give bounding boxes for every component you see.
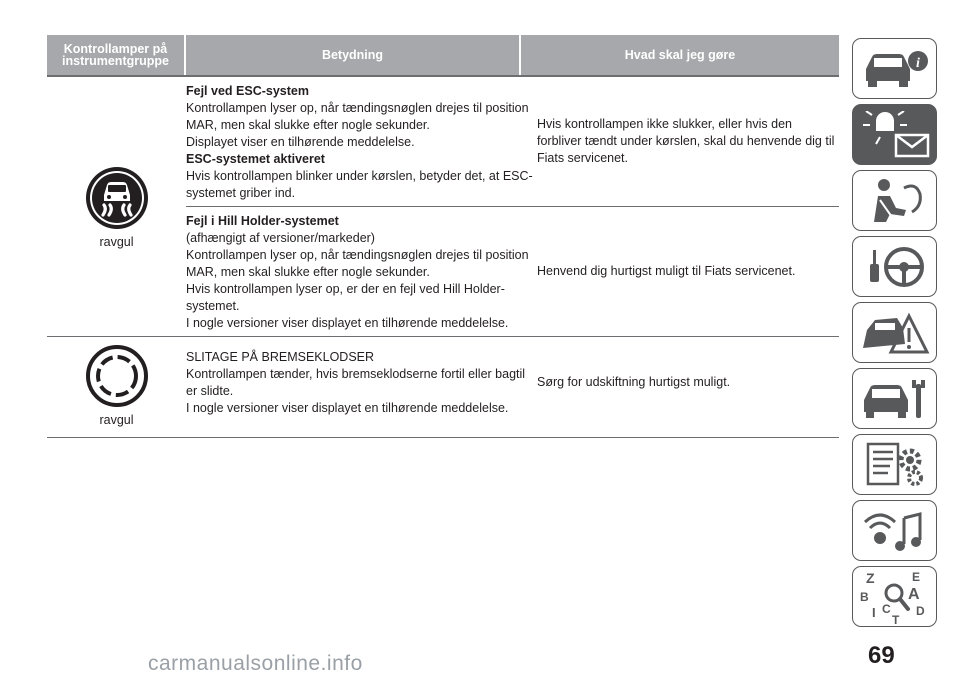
warning-light-envelope-icon: [858, 111, 932, 159]
action-cell: [537, 207, 839, 336]
meaning-line: Fejl ved ESC-system: [186, 84, 309, 98]
header-col-lamp: Kontrollamper på instrumentgruppe: [47, 35, 184, 75]
meaning-cell: [186, 343, 537, 421]
svg-text:i: i: [915, 55, 920, 71]
specs-gears-icon: [860, 440, 930, 490]
action-cell: [537, 343, 839, 421]
lamp-cell: [47, 343, 186, 427]
car-wrench-icon: [860, 376, 930, 422]
group-rows: [186, 77, 839, 336]
multimedia-note-icon: [860, 506, 930, 556]
index-letter: D: [915, 603, 925, 618]
tab-maintenance[interactable]: [852, 368, 937, 429]
meaning-line: ESC-systemet aktiveret: [186, 152, 325, 166]
meaning-line: Displayet viser en tilhørende meddelelse.: [186, 135, 415, 149]
car-crash-warning-icon: [859, 308, 931, 358]
meaning-line: Kontrollampen tænder, hvis bremseklodserne fortil eller bagtil er slidte.: [186, 367, 526, 398]
index-letter: E: [911, 569, 920, 584]
table-group-esc: [47, 77, 839, 336]
meaning-line: Kontrollampen lyser op, når tændingsnøglen drejes til position MAR, men skal slukke efter nogle sekunder.: [186, 248, 529, 279]
watermark-text: carmanualsonline.info: [148, 652, 363, 675]
meaning-line: I nogle versioner viser displayet en tilhørende meddelelse.: [186, 401, 509, 415]
meaning-line: (afhængigt af versioner/markeder): [186, 231, 375, 245]
meaning-line: Fejl i Hill Holder-systemet: [186, 214, 339, 228]
tab-warning-lights[interactable]: [852, 104, 937, 165]
tab-car-info[interactable]: [852, 38, 937, 99]
meaning-line: Kontrollampen lyser op, når tændingsnøglen drejes til position MAR, men skal slukke efter nogle sekunder.: [186, 101, 529, 132]
tab-emergency[interactable]: [852, 302, 937, 363]
lamp-cell: [47, 77, 186, 336]
warning-lights-table: [47, 35, 839, 438]
tab-multimedia[interactable]: [852, 500, 937, 561]
index-letter: Z: [865, 569, 875, 586]
index-letter: B: [859, 589, 869, 604]
meaning-line: I nogle versioner viser displayet en tilhørende meddelelse.: [186, 316, 509, 330]
action-text: Sørg for udskiftning hurtigst muligt.: [537, 374, 731, 389]
table-row: [186, 207, 839, 336]
header-col-meaning: Betydning: [186, 35, 519, 75]
table-row: [186, 77, 839, 206]
tab-starting-driving[interactable]: [852, 236, 937, 297]
table-header: [47, 35, 839, 75]
meaning-line: Hvis kontrollampen blinker under kørslen, betyder det, at ESC-systemet griber ind.: [186, 169, 533, 200]
esc-skid-icon: [84, 165, 150, 231]
seat-airbag-icon: [860, 176, 930, 226]
action-text: Henvend dig hurtigst muligt til Fiats servicenet.: [537, 264, 796, 278]
action-text: Hvis kontrollampen ikke slukker, eller hvis den forbliver tændt under kørslen, skal du henvende dig til Fiats servicenet.: [537, 117, 835, 165]
chapter-tabs: [852, 38, 939, 632]
tab-index[interactable]: [852, 566, 937, 627]
alphabet-index-icon: [858, 569, 932, 625]
car-info-icon: [860, 47, 930, 91]
table-row: [186, 343, 839, 421]
page-number: 69: [868, 642, 895, 669]
group-rows: [186, 343, 839, 427]
index-letter: I: [871, 604, 876, 620]
header-col-action: Hvad skal jeg gøre: [521, 35, 839, 75]
key-steering-wheel-icon: [860, 242, 930, 292]
meaning-cell: [186, 207, 537, 336]
lamp-color-label: ravgul: [99, 413, 134, 427]
meaning-cell: [186, 77, 537, 206]
index-letter: T: [891, 612, 899, 625]
meaning-line: SLITAGE PÅ BREMSEKLODSER: [186, 350, 375, 364]
brake-pad-wear-icon: [84, 343, 150, 409]
table-group-brake: [47, 337, 839, 437]
action-cell: [537, 77, 839, 206]
tab-technical-data[interactable]: [852, 434, 937, 495]
index-letter: C: [881, 601, 891, 616]
meaning-line: Hvis kontrollampen lyser op, er der en fejl ved Hill Holder-systemet.: [186, 282, 505, 313]
index-letter: A: [907, 585, 920, 603]
lamp-color-label: ravgul: [99, 234, 134, 249]
table-bottom-rule: [47, 437, 839, 438]
tab-safety[interactable]: [852, 170, 937, 231]
